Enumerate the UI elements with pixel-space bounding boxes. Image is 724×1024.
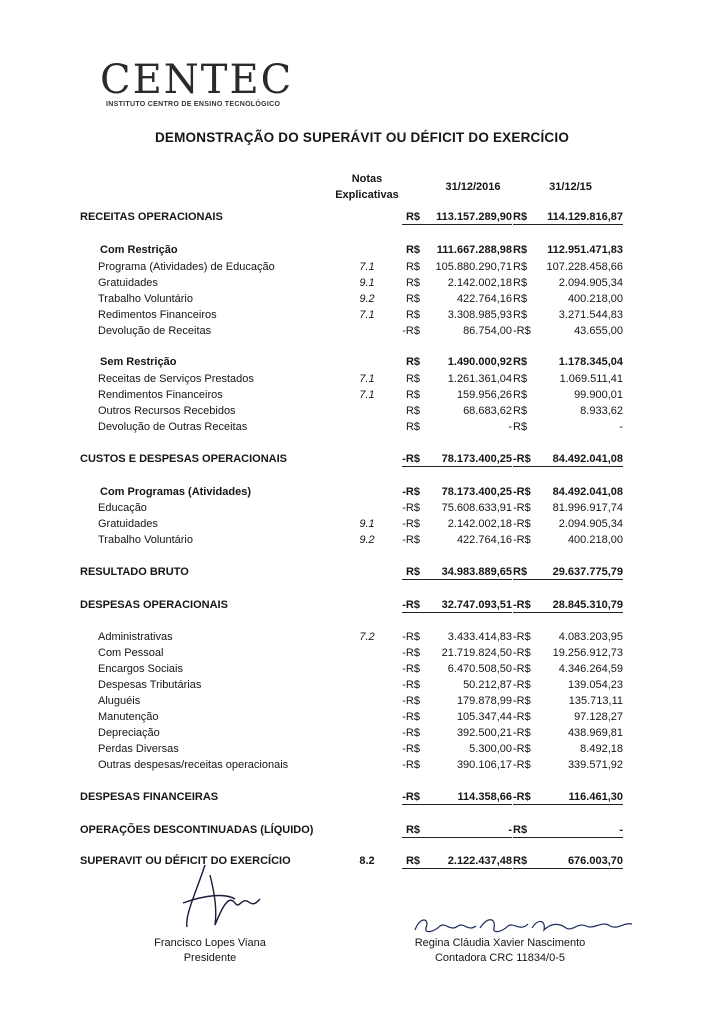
currency-2015: -R$ [513, 502, 531, 514]
page-title: DEMONSTRAÇÃO DO SUPERÁVIT OU DÉFICIT DO EXERCÍCIO [154, 130, 570, 145]
total-underline [513, 579, 623, 580]
currency-2015: R$ [513, 389, 528, 401]
section-total-row [0, 451, 724, 467]
row-label: Rendimentos Financeiros [98, 389, 223, 401]
currency-2015: R$ [513, 309, 528, 321]
currency-2015: R$ [513, 824, 528, 836]
currency-2016: R$ [405, 421, 420, 433]
value-2015: 4.083.203,95 [558, 631, 623, 643]
value-2016: 1.261.361,04 [447, 373, 512, 385]
section-total-row [0, 564, 724, 580]
currency-2016: -R$ [402, 325, 420, 337]
total-underline [513, 612, 623, 613]
row-note: 9.2 [359, 293, 375, 305]
line-item-row [0, 532, 724, 548]
currency-2016: -R$ [402, 502, 420, 514]
row-label: OPERAÇÕES DESCONTINUADAS (LÍQUIDO) [80, 824, 314, 836]
row-label: RESULTADO BRUTO [80, 566, 189, 578]
row-label: Manutenção [98, 711, 159, 723]
notes-header-line1: Notas [351, 173, 383, 185]
currency-2015: R$ [513, 277, 528, 289]
currency-2016: R$ [405, 244, 420, 256]
row-note: 7.1 [359, 309, 375, 321]
row-label: DESPESAS FINANCEIRAS [80, 791, 219, 803]
line-item-row [0, 371, 724, 387]
total-underline [402, 224, 512, 225]
currency-2015: -R$ [513, 759, 531, 771]
subtotal-row [0, 242, 724, 258]
currency-2016: R$ [405, 293, 420, 305]
row-label: Outras despesas/receitas operacionais [98, 759, 289, 771]
currency-2016: -R$ [402, 791, 420, 803]
value-2015: 29.637.775,79 [552, 566, 623, 578]
currency-2016: -R$ [402, 534, 420, 546]
line-item-row [0, 387, 724, 403]
value-2016: 3.433.414,83 [447, 631, 512, 643]
currency-2015: R$ [513, 566, 528, 578]
value-2016: 111.667.288,98 [436, 244, 512, 256]
row-label: Encargos Sociais [98, 663, 183, 675]
line-item-row [0, 677, 724, 693]
currency-2015: -R$ [513, 599, 531, 611]
row-label: Aluguéis [98, 695, 141, 707]
currency-2016: -R$ [402, 518, 420, 530]
currency-2016: -R$ [402, 727, 420, 739]
value-2015: 2.094.905,34 [558, 518, 623, 530]
currency-2015: R$ [513, 405, 528, 417]
currency-2016: R$ [405, 855, 420, 867]
row-note: 8.2 [359, 855, 375, 867]
currency-2016: R$ [405, 824, 420, 836]
total-underline [513, 837, 623, 838]
line-item-row [0, 516, 724, 532]
currency-2016: -R$ [402, 695, 420, 707]
currency-2015: -R$ [513, 453, 531, 465]
currency-2015: -R$ [513, 486, 531, 498]
value-2015: 4.346.264,59 [558, 663, 623, 675]
value-2016: - [508, 824, 512, 836]
line-item-row [0, 725, 724, 741]
currency-2015: R$ [513, 373, 528, 385]
currency-2015: -R$ [513, 647, 531, 659]
currency-2015: -R$ [513, 325, 531, 337]
value-2015: 81.996.917,74 [552, 502, 623, 514]
value-2016: 78.173.400,25 [441, 486, 512, 498]
currency-2015: -R$ [513, 534, 531, 546]
value-2015: 1.178.345,04 [558, 356, 623, 368]
currency-2016: -R$ [402, 486, 420, 498]
line-item-row [0, 500, 724, 516]
currency-2015: -R$ [513, 727, 531, 739]
section-total-row [0, 209, 724, 225]
value-2015: - [619, 421, 623, 433]
total-underline [402, 466, 512, 467]
value-2015: 28.845.310,79 [552, 599, 623, 611]
row-label: Receitas de Serviços Prestados [98, 373, 254, 385]
centec-logo: CENTEC [100, 57, 294, 103]
currency-2016: -R$ [402, 663, 420, 675]
value-2016: 2.142.002,18 [447, 277, 512, 289]
line-item-row [0, 307, 724, 323]
value-2015: 139.054,23 [567, 679, 623, 691]
row-label: Trabalho Voluntário [98, 293, 193, 305]
value-2016: 75.608.633,91 [441, 502, 512, 514]
currency-2016: -R$ [402, 647, 420, 659]
value-2016: 78.173.400,25 [441, 453, 512, 465]
row-label: Gratuidades [98, 518, 158, 530]
value-2015: 97.128,27 [574, 711, 623, 723]
section-total-row [0, 597, 724, 613]
row-label: CUSTOS E DESPESAS OPERACIONAIS [80, 453, 288, 465]
value-2015: 84.492.041,08 [552, 453, 623, 465]
row-note: 7.2 [359, 631, 375, 643]
currency-2016: -R$ [402, 759, 420, 771]
currency-2016: R$ [405, 373, 420, 385]
currency-2015: -R$ [513, 711, 531, 723]
value-2016: 179.878,99 [456, 695, 512, 707]
value-2015: 112.951.471,83 [547, 244, 623, 256]
value-2016: 422.764,16 [456, 293, 512, 305]
president-signature [165, 855, 275, 935]
value-2016: 114.358,66 [457, 791, 512, 803]
row-label: DESPESAS OPERACIONAIS [80, 599, 228, 611]
currency-2016: -R$ [402, 599, 420, 611]
currency-2016: R$ [405, 566, 420, 578]
row-note: 9.2 [359, 534, 375, 546]
currency-2016: R$ [405, 405, 420, 417]
value-2016: 392.500,21 [456, 727, 512, 739]
line-item-row [0, 259, 724, 275]
signer-name-left: Francisco Lopes Viana [154, 937, 266, 949]
value-2015: 114.129.816,87 [547, 211, 623, 223]
row-label: Devolução de Receitas [98, 325, 212, 337]
row-label: Com Pessoal [98, 647, 164, 659]
row-label: Administrativas [98, 631, 173, 643]
notes-column-header [335, 171, 399, 203]
total-underline [402, 612, 512, 613]
currency-2015: -R$ [513, 631, 531, 643]
subtotal-row [0, 484, 724, 500]
row-label: Redimentos Financeiros [98, 309, 217, 321]
line-item-row [0, 709, 724, 725]
total-underline [402, 579, 512, 580]
row-label: Depreciação [98, 727, 160, 739]
line-item-row [0, 403, 724, 419]
value-2016: 21.719.824,50 [441, 647, 512, 659]
row-note: 9.1 [359, 518, 375, 530]
value-2015: 3.271.544,83 [558, 309, 623, 321]
value-2015: 84.492.041,08 [552, 486, 623, 498]
value-2015: 135.713,11 [568, 695, 623, 707]
value-2016: 50.212,87 [463, 679, 512, 691]
row-label: SUPERAVIT OU DÉFICIT DO EXERCÍCIO [80, 855, 291, 867]
value-2016: 422.764,16 [456, 534, 512, 546]
value-2015: 8.492,18 [580, 743, 623, 755]
currency-2016: -R$ [402, 743, 420, 755]
currency-2015: R$ [513, 244, 528, 256]
value-2016: 2.122.437,48 [447, 855, 512, 867]
value-2016: 6.470.508,50 [447, 663, 512, 675]
value-2015: 1.069.511,41 [559, 373, 623, 385]
currency-2015: R$ [513, 211, 528, 223]
currency-2015: R$ [513, 421, 528, 433]
value-2016: 3.308.985,93 [447, 309, 512, 321]
row-note: 9.1 [359, 277, 375, 289]
line-item-row [0, 323, 724, 339]
signer-role-right: Contadora CRC 11834/0-5 [434, 952, 566, 964]
section-total-row [0, 789, 724, 805]
currency-2015: -R$ [513, 695, 531, 707]
row-note: 7.1 [359, 373, 375, 385]
value-2015: - [619, 824, 623, 836]
value-2015: 19.256.912,73 [552, 647, 623, 659]
row-label: Educação [98, 502, 147, 514]
value-2016: 159.956,26 [456, 389, 512, 401]
logo-subtitle: INSTITUTO CENTRO DE ENSINO TECNOLÓGICO [106, 101, 281, 108]
currency-2016: -R$ [402, 711, 420, 723]
currency-2015: R$ [513, 261, 528, 273]
value-2016: 5.300,00 [469, 743, 512, 755]
total-underline [513, 466, 623, 467]
line-item-row [0, 291, 724, 307]
row-label: Gratuidades [98, 277, 158, 289]
currency-2016: R$ [405, 211, 420, 223]
value-2016: 86.754,00 [463, 325, 512, 337]
value-2016: 32.747.093,51 [441, 599, 512, 611]
currency-2016: -R$ [402, 679, 420, 691]
currency-2016: R$ [405, 261, 420, 273]
currency-2016: R$ [405, 309, 420, 321]
currency-2015: -R$ [513, 518, 531, 530]
line-item-row [0, 693, 724, 709]
row-label: Programa (Atividades) de Educação [98, 261, 275, 273]
row-label: Sem Restrição [100, 356, 177, 368]
value-2016: 2.142.002,18 [447, 518, 512, 530]
signer-name-right: Regina Cláudia Xavier Nascimento [414, 937, 586, 949]
currency-2015: R$ [513, 293, 528, 305]
line-item-row [0, 419, 724, 435]
value-2016: 1.490.000,92 [447, 356, 512, 368]
row-label: Despesas Tributárias [98, 679, 202, 691]
row-label: Com Restrição [100, 244, 178, 256]
line-item-row [0, 661, 724, 677]
subtotal-row [0, 354, 724, 370]
row-label: Com Programas (Atividades) [100, 486, 251, 498]
column-header-2015: 31/12/15 [549, 181, 592, 193]
section-total-row [0, 853, 724, 869]
line-item-row [0, 741, 724, 757]
value-2015: 107.228.458,66 [546, 261, 623, 273]
notes-header-line2: Explicativas [335, 189, 399, 201]
value-2015: 2.094.905,34 [558, 277, 623, 289]
value-2015: 116.461,30 [568, 791, 623, 803]
total-underline [402, 868, 512, 869]
value-2016: 68.683,62 [463, 405, 512, 417]
value-2015: 339.571,92 [567, 759, 623, 771]
row-label: Trabalho Voluntário [98, 534, 193, 546]
row-label: Outros Recursos Recebidos [98, 405, 236, 417]
line-item-row [0, 629, 724, 645]
total-underline [513, 868, 623, 869]
value-2015: 400.218,00 [567, 293, 623, 305]
currency-2015: -R$ [513, 743, 531, 755]
currency-2015: -R$ [513, 791, 531, 803]
value-2016: 34.983.889,65 [441, 566, 512, 578]
value-2015: 99.900,01 [574, 389, 623, 401]
currency-2016: -R$ [402, 453, 420, 465]
line-item-row [0, 757, 724, 773]
column-header-2016: 31/12/2016 [445, 181, 501, 193]
value-2015: 676.003,70 [567, 855, 623, 867]
value-2016: 390.106,17 [456, 759, 512, 771]
currency-2016: R$ [405, 277, 420, 289]
section-total-row [0, 822, 724, 838]
line-item-row [0, 275, 724, 291]
line-item-row [0, 645, 724, 661]
value-2016: 113.157.289,90 [436, 211, 512, 223]
currency-2015: R$ [513, 356, 528, 368]
total-underline [402, 837, 512, 838]
total-underline [513, 804, 623, 805]
total-underline [402, 804, 512, 805]
value-2016: 105.347,44 [456, 711, 512, 723]
value-2015: 400.218,00 [567, 534, 623, 546]
row-note: 7.1 [359, 389, 375, 401]
total-underline [513, 224, 623, 225]
row-label: Perdas Diversas [98, 743, 179, 755]
currency-2015: R$ [513, 855, 528, 867]
value-2015: 43.655,00 [574, 325, 623, 337]
currency-2016: -R$ [402, 631, 420, 643]
value-2016: 105.880.290,71 [435, 261, 512, 273]
currency-2015: -R$ [513, 663, 531, 675]
value-2015: 8.933,62 [580, 405, 623, 417]
signer-role-left: Presidente [183, 952, 237, 964]
value-2015: 438.969,81 [567, 727, 623, 739]
currency-2016: R$ [405, 389, 420, 401]
currency-2015: -R$ [513, 679, 531, 691]
row-label: RECEITAS OPERACIONAIS [80, 211, 223, 223]
value-2016: - [508, 421, 512, 433]
row-note: 7.1 [359, 261, 375, 273]
row-label: Devolução de Outras Receitas [98, 421, 248, 433]
currency-2016: R$ [405, 356, 420, 368]
